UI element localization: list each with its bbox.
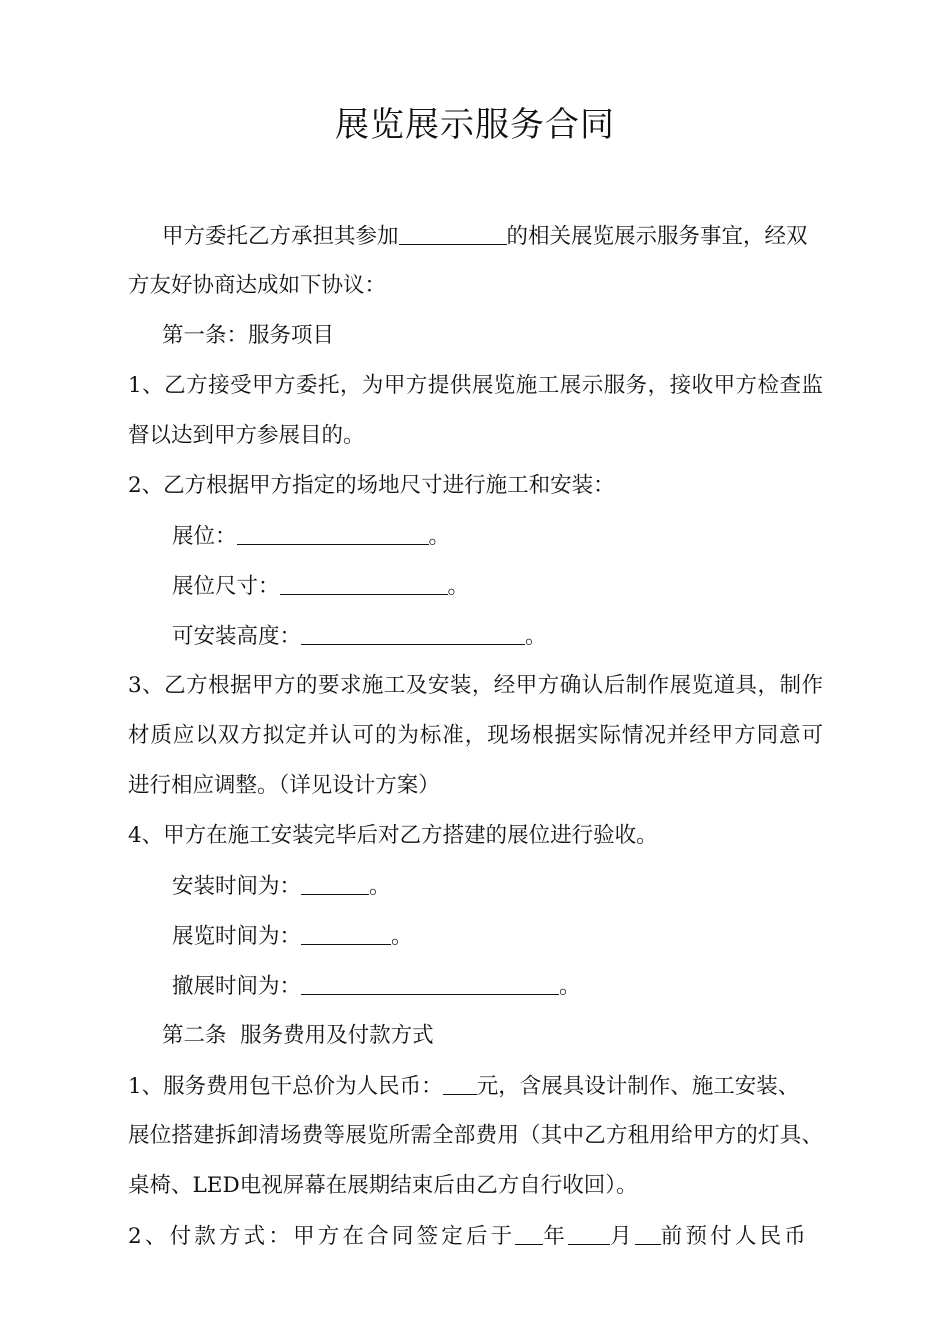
install-height-label: 可安装高度： (172, 624, 302, 649)
item-3-line3: 进行相应调整。（详见设计方案） (128, 773, 440, 798)
booth-size-blank (280, 570, 448, 595)
fee-text-b: 元，含展具设计制作、施工安装、 (476, 1074, 800, 1099)
install-time-period: 。 (369, 874, 391, 899)
fee-line2: 展位搭建拆卸清场费等展览所需全部费用（其中乙方租用给甲方的灯具、 (128, 1123, 823, 1148)
article-1-heading: 第一条：服务项目 (162, 323, 335, 348)
booth-line (172, 520, 450, 553)
install-time-blank (301, 870, 369, 895)
booth-blank (237, 520, 429, 545)
fee-text-a: 1、服务费用包干总价为人民币： (128, 1074, 443, 1099)
booth-size-line (172, 570, 469, 603)
item-1-line2: 督以达到甲方参展目的。 (128, 423, 365, 448)
dismantle-time-line (172, 970, 581, 1003)
fee-line3: 桌椅、LED电视屏幕在展期结束后由乙方自行收回）。 (128, 1173, 638, 1198)
dismantle-time-label: 撤展时间为： (172, 974, 302, 999)
install-height-line (172, 620, 547, 653)
item-4: 4、甲方在施工安装完毕后对乙方搭建的展位进行验收。 (128, 823, 658, 848)
install-time-line (172, 870, 391, 903)
fee-line1 (128, 1070, 799, 1103)
booth-size-period: 。 (447, 574, 470, 599)
payment-month-label: 月 (610, 1224, 635, 1249)
payment-text-a: 2、付款方式：甲方在合同签定后于 (128, 1224, 516, 1249)
install-height-blank (301, 620, 525, 645)
dismantle-time-period: 。 (559, 974, 581, 999)
paragraph-intro-line2: 方友好协商达成如下协议： (128, 273, 387, 298)
fee-amount-blank (443, 1070, 477, 1095)
exhibition-name-blank (399, 220, 507, 245)
install-time-label: 安装时间为： (172, 874, 302, 899)
article-2-heading: 第二条 服务费用及付款方式 (162, 1023, 434, 1048)
payment-year-blank (515, 1220, 543, 1245)
item-3-line2: 材质应以双方拟定并认可的为标准，现场根据实际情况并经甲方同意可 (128, 723, 823, 748)
payment-line (128, 1220, 809, 1253)
install-height-period: 。 (525, 624, 547, 649)
paragraph-intro-line1 (162, 220, 808, 253)
exhibit-time-blank (301, 920, 391, 945)
exhibit-time-period: 。 (391, 924, 413, 949)
booth-label: 展位： (172, 524, 237, 549)
document-title: 展览展示服务合同 (335, 105, 615, 145)
booth-size-label: 展位尺寸： (172, 574, 280, 599)
item-2: 2、乙方根据甲方指定的场地尺寸进行施工和安装： (128, 473, 615, 498)
payment-text-d: 前预付人民币 (660, 1224, 809, 1249)
exhibit-time-line (172, 920, 413, 953)
payment-year-label: 年 (543, 1224, 569, 1249)
intro-text-a: 甲方委托乙方承担其参加 (162, 224, 399, 249)
dismantle-time-blank (301, 970, 559, 995)
booth-period: 。 (428, 524, 451, 549)
exhibit-time-label: 展览时间为： (172, 924, 302, 949)
item-1-line1: 1、乙方接受甲方委托，为甲方提供展览施工展示服务，接收甲方检查监 (128, 373, 823, 398)
payment-month-blank (568, 1220, 610, 1245)
payment-day-blank (635, 1220, 661, 1245)
intro-text-b: 的相关展览展示服务事宜，经双 (506, 224, 808, 249)
item-3-line1: 3、乙方根据甲方的要求施工及安装，经甲方确认后制作展览道具，制作 (128, 673, 823, 698)
